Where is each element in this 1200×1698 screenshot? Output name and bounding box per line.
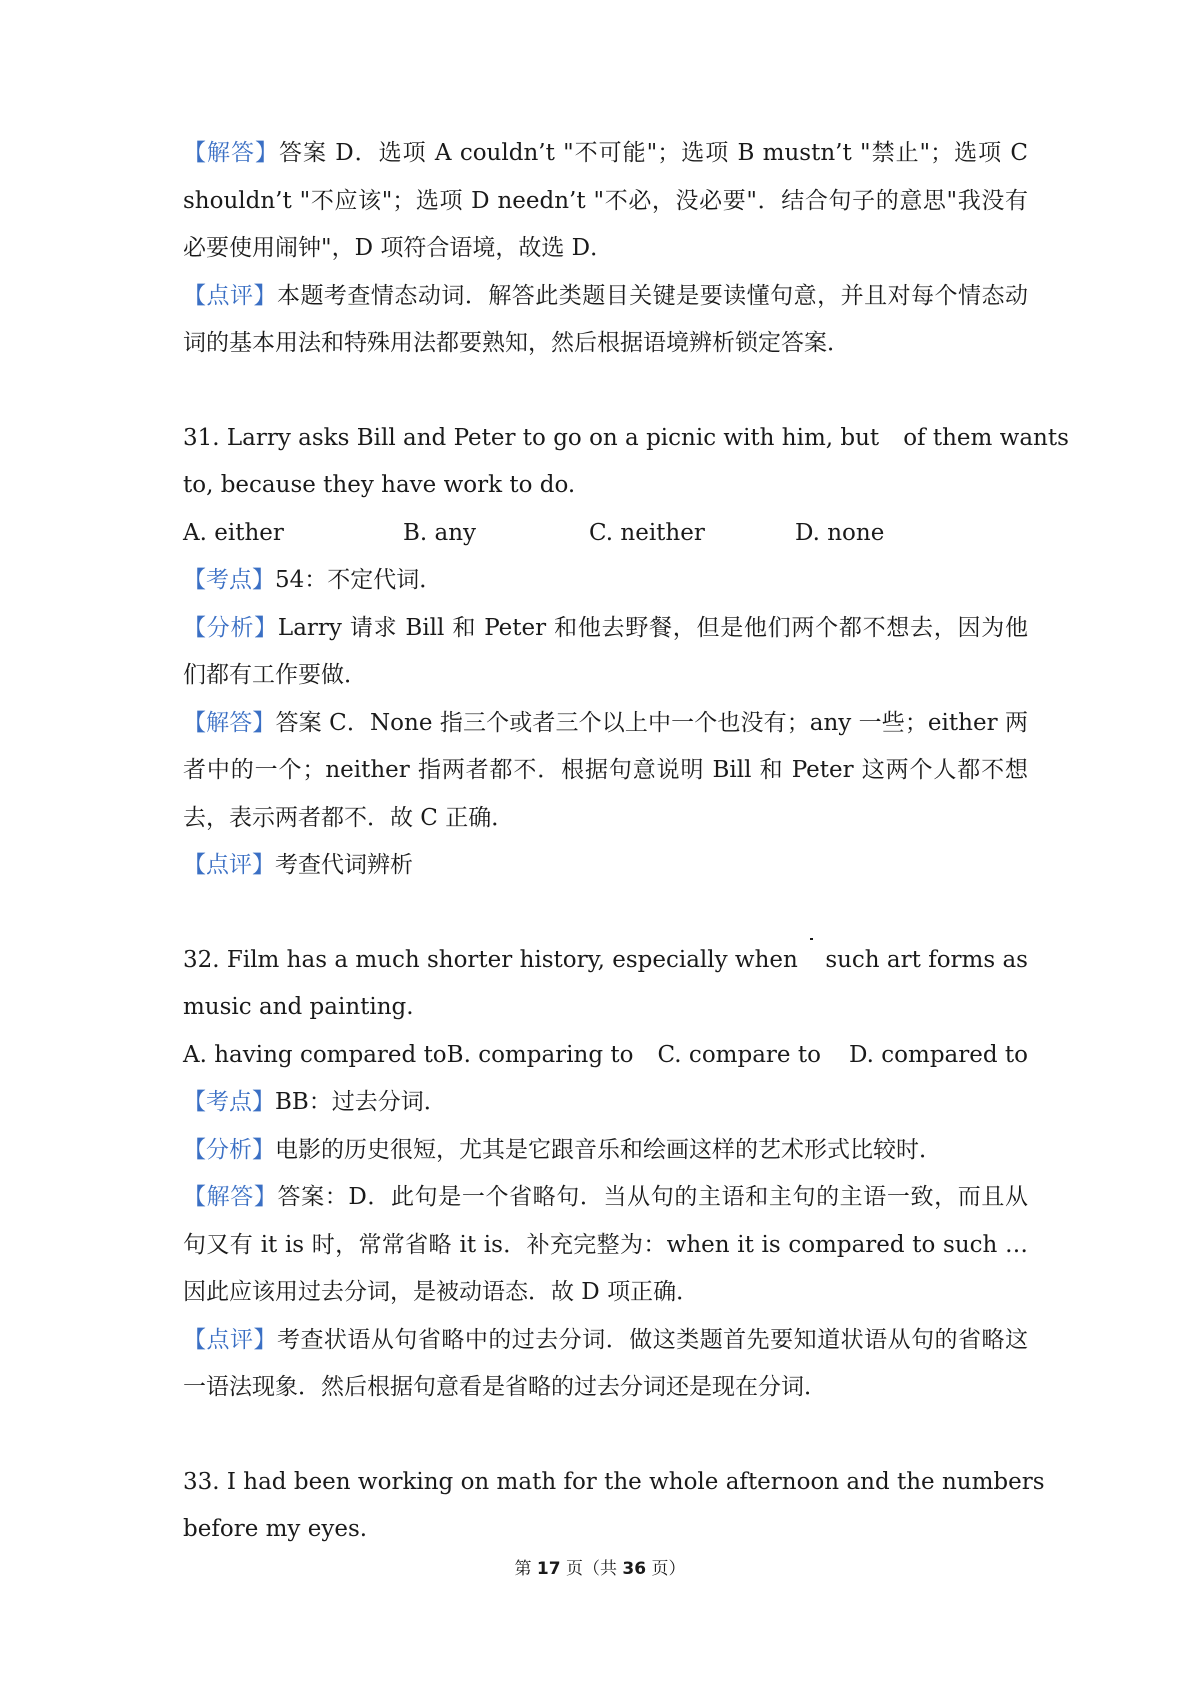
q32-option-c: C. compare to bbox=[657, 1041, 821, 1068]
tag-jieda: 【解答】 bbox=[183, 709, 276, 736]
dianping-text: 本题考查情态动词．解答此类题目关键是要读懂句意，并且对每个情态动词的基本用法和特殊用法都要熟知，然后根据语境辨析锁定答案． bbox=[183, 282, 1029, 356]
tag-kaodian: 【考点】 bbox=[183, 1089, 275, 1115]
page-footer bbox=[0, 1554, 1200, 1579]
tag-dianping: 【点评】 bbox=[183, 282, 277, 309]
dianping-text: 考查状语从句省略中的过去分词．做这类题首先要知道状语从句的省略这一语法现象．然后根据句意看是省略的过去分词还是现在分词． bbox=[183, 1326, 1029, 1400]
q31-jieda bbox=[183, 700, 1028, 843]
footer-mid: 页（共 bbox=[560, 1559, 623, 1579]
q32-blank bbox=[810, 937, 813, 940]
footer-post: 页） bbox=[646, 1559, 686, 1579]
q32-jieda bbox=[183, 1174, 1028, 1317]
tag-jieda: 【解答】 bbox=[183, 1184, 278, 1210]
footer-page-number: 17 bbox=[536, 1559, 561, 1579]
footer-pre: 第 bbox=[514, 1559, 537, 1579]
q32-stem-line2: music and painting. bbox=[183, 994, 414, 1020]
q32-fenxi bbox=[183, 1127, 1028, 1175]
tag-kaodian: 【考点】 bbox=[183, 567, 275, 593]
q31-stem-b: of them wants bbox=[903, 424, 1069, 451]
kaodian-text: 54：不定代词． bbox=[275, 567, 443, 593]
q31-option-b: B. any bbox=[403, 519, 477, 546]
q33-stem-line1 bbox=[183, 1459, 1045, 1507]
q31-options bbox=[183, 510, 1028, 558]
q31-kaodian bbox=[183, 557, 1028, 605]
fenxi-text: Larry 请求 Bill 和 Peter 和他去野餐，但是他们两个都不想去，因为他们都有工作要做． bbox=[183, 614, 1028, 688]
q32-kaodian bbox=[183, 1079, 1028, 1127]
jieda-text: 答案：D．此句是一个省略句．当从句的主语和主句的主语一致，而且从句又有 it is 时，常常省略 it is．补充完整为：when it is compared to such …因此应该用过去分词，是被动语态．故 D 项正确． bbox=[183, 1184, 1028, 1305]
q32-option-b: B. comparing to bbox=[446, 1041, 634, 1068]
q32-option-d: D. compared to bbox=[849, 1041, 1028, 1068]
q33-stem-line2: before my eyes. bbox=[183, 1516, 368, 1542]
q31-stem-line1 bbox=[183, 415, 1069, 463]
q31-dianping bbox=[183, 842, 1028, 890]
page-content bbox=[183, 130, 1069, 1554]
tag-fenxi: 【分析】 bbox=[183, 614, 278, 641]
q32-dianping bbox=[183, 1317, 1028, 1412]
fenxi-text: 电影的历史很短，尤其是它跟音乐和绘画这样的艺术形式比较时． bbox=[275, 1136, 942, 1163]
tag-dianping: 【点评】 bbox=[183, 1326, 277, 1353]
q32-options bbox=[183, 1032, 1028, 1080]
footer-total-pages: 36 bbox=[622, 1559, 647, 1579]
prev-jieda bbox=[183, 130, 1028, 273]
prev-dianping bbox=[183, 273, 1028, 368]
tag-dianping: 【点评】 bbox=[183, 852, 275, 878]
q31-option-c: C. neither bbox=[589, 519, 705, 546]
q31-option-a: A. either bbox=[183, 519, 284, 546]
tag-fenxi: 【分析】 bbox=[183, 1136, 275, 1163]
q32-stem-a: 32. Film has a much shorter history, especially when bbox=[183, 946, 798, 973]
kaodian-text: BB：过去分词． bbox=[275, 1089, 447, 1115]
jieda-text: 答案 D．选项 A couldn’t "不可能"；选项 B mustn’t "禁止"；选项 C shouldn’t "不应该"；选项 D needn’t "不必，没必要"．结合句子的意思"我没有必要使用闹钟"，D 项符合语境，故选 D． bbox=[183, 140, 1028, 261]
q31-fenxi bbox=[183, 605, 1028, 700]
q32-stem-b: such art forms as bbox=[825, 946, 1028, 973]
q32-stem-line1 bbox=[183, 937, 1028, 985]
tag-jieda: 【解答】 bbox=[183, 140, 279, 166]
q33-stem-a: 33. I had been working on math for the whole afternoon and the numbers bbox=[183, 1468, 1045, 1495]
dianping-text: 考查代词辨析 bbox=[275, 852, 413, 878]
jieda-text: 答案 C．None 指三个或者三个以上中一个也没有；any 一些；either 两者中的一个；neither 指两者都不．根据句意说明 Bill 和 Peter 这两个人都不想去，表示两者都不．故 C 正确． bbox=[183, 709, 1028, 831]
q31-stem-a: 31. Larry asks Bill and Peter to go on a picnic with him, but bbox=[183, 424, 880, 451]
q31-stem-line2: to, because they have work to do. bbox=[183, 472, 576, 498]
q32-option-a: A. having compared to bbox=[183, 1041, 447, 1068]
q31-option-d: D. none bbox=[795, 519, 885, 546]
